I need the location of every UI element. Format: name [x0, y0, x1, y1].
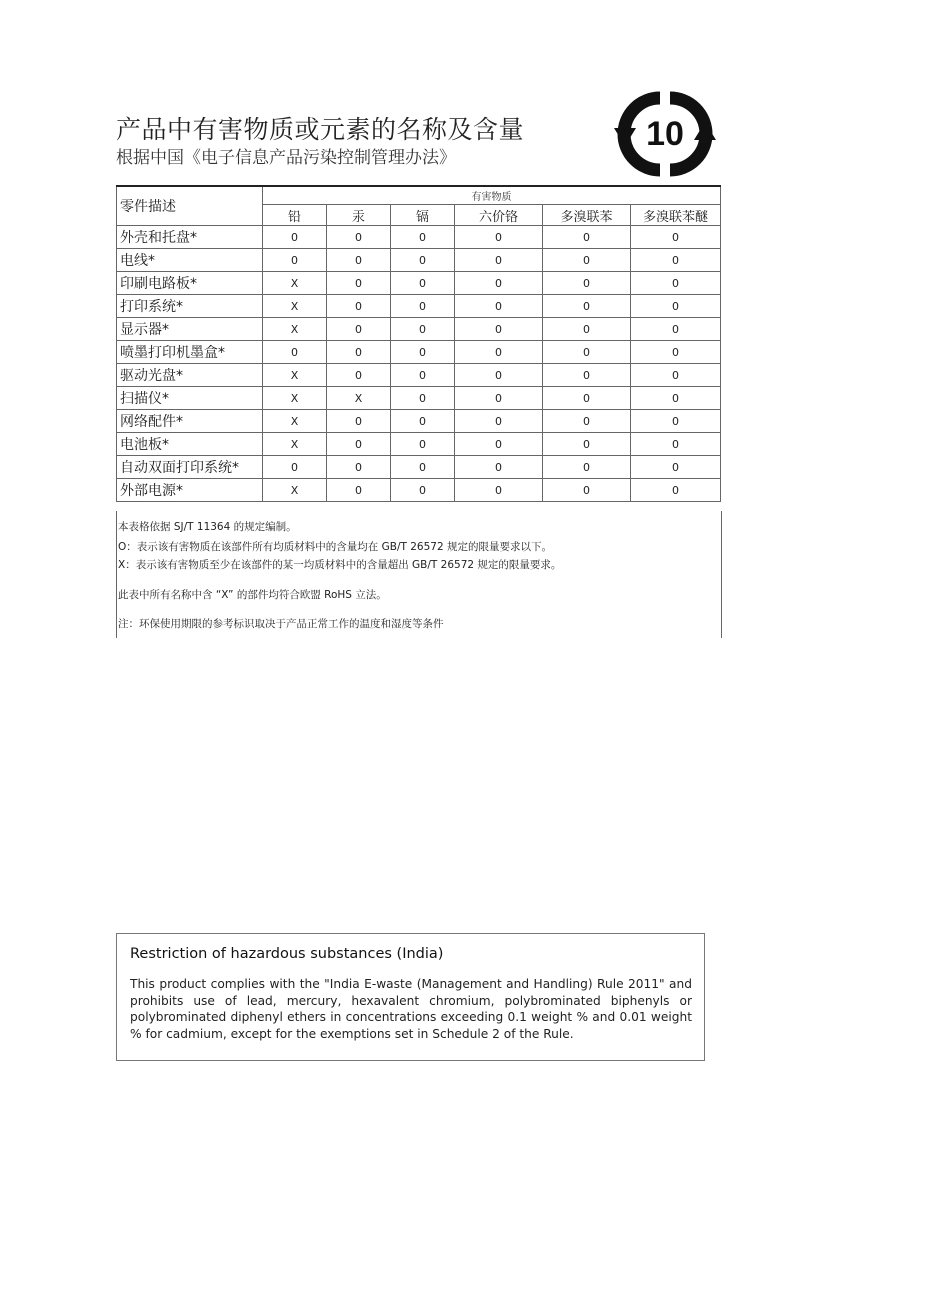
substance-header: 六价铬 [455, 205, 543, 226]
substance-header: 多溴联苯醚 [631, 205, 721, 226]
table-row [117, 341, 721, 364]
substance-value-cell: 0 [327, 226, 391, 249]
substance-value-cell: 0 [543, 410, 631, 433]
substance-value-cell: 0 [391, 318, 455, 341]
substance-value-cell: 0 [631, 341, 721, 364]
table-row [117, 295, 721, 318]
substance-value-cell: 0 [391, 226, 455, 249]
part-name-cell: 打印系统* [117, 295, 263, 318]
substance-value-cell: 0 [543, 226, 631, 249]
part-name-cell: 喷墨打印机墨盒* [117, 341, 263, 364]
substance-value-cell: 0 [455, 272, 543, 295]
note-line: X：表示该有害物质至少在该部件的某一均质材料中的含量超出 GB/T 26572 规定的限量要求。 [118, 559, 562, 571]
substance-value-cell: 0 [391, 410, 455, 433]
substance-value-cell: 0 [327, 479, 391, 502]
substance-value-cell: 0 [631, 387, 721, 410]
table-header-row [117, 186, 721, 205]
table-row [117, 318, 721, 341]
substance-value-cell: 0 [543, 295, 631, 318]
substance-value-cell: 0 [263, 249, 327, 272]
substance-value-cell: X [263, 272, 327, 295]
substance-value-cell: 0 [327, 410, 391, 433]
part-name-cell: 电池板* [117, 433, 263, 456]
substance-value-cell: 0 [543, 272, 631, 295]
part-name-cell: 显示器* [117, 318, 263, 341]
substance-value-cell: 0 [327, 249, 391, 272]
substance-value-cell: X [263, 479, 327, 502]
china-title: 产品中有害物质或元素的名称及含量 [116, 115, 525, 144]
part-name-cell: 驱动光盘* [117, 364, 263, 387]
substance-value-cell: 0 [631, 295, 721, 318]
table-row [117, 410, 721, 433]
substance-value-cell: 0 [631, 433, 721, 456]
substance-value-cell: 0 [455, 341, 543, 364]
substance-value-cell: X [263, 318, 327, 341]
substance-value-cell: 0 [327, 341, 391, 364]
substance-value-cell: 0 [327, 433, 391, 456]
substance-value-cell: 0 [543, 479, 631, 502]
substance-value-cell: 0 [391, 387, 455, 410]
substance-value-cell: 0 [391, 456, 455, 479]
substance-value-cell: X [327, 387, 391, 410]
substance-value-cell: 0 [455, 295, 543, 318]
substance-value-cell: 0 [631, 249, 721, 272]
table-row [117, 479, 721, 502]
substance-value-cell: 0 [391, 364, 455, 387]
substance-value-cell: 0 [455, 318, 543, 341]
note-line: 此表中所有名称中含 “X” 的部件均符合欧盟 RoHS 立法。 [118, 589, 387, 601]
substance-header: 多溴联苯 [543, 205, 631, 226]
part-name-cell: 自动双面打印系统* [117, 456, 263, 479]
efup-logo-number: 10 [646, 115, 684, 153]
substance-value-cell: 0 [455, 410, 543, 433]
substance-value-cell: 0 [455, 364, 543, 387]
substance-value-cell: 0 [543, 249, 631, 272]
part-name-cell: 网络配件* [117, 410, 263, 433]
table-row [117, 249, 721, 272]
india-rohs-body: This product complies with the "India E-waste (Management and Handling) Rule 2011" and prohibits use of lead, mercury, hexavalent chromium, polybrominated biphenyls or polybrominated diphenyl ethers in concentrations exceeding 0.1 weight % and 0.01 weight % for cadmium, except for the exemptions set in Schedule 2 of the Rule. [130, 977, 692, 1041]
substance-value-cell: 0 [327, 318, 391, 341]
substance-value-cell: 0 [327, 456, 391, 479]
substance-value-cell: X [263, 295, 327, 318]
substance-value-cell: 0 [543, 433, 631, 456]
substance-value-cell: 0 [263, 456, 327, 479]
substance-value-cell: 0 [327, 295, 391, 318]
table-row [117, 226, 721, 249]
substance-value-cell: 0 [543, 364, 631, 387]
substance-value-cell: 0 [263, 226, 327, 249]
substance-value-cell: 0 [455, 226, 543, 249]
substance-value-cell: 0 [391, 341, 455, 364]
substance-value-cell: 0 [455, 479, 543, 502]
substance-value-cell: 0 [455, 249, 543, 272]
substance-value-cell: X [263, 364, 327, 387]
substance-value-cell: 0 [543, 341, 631, 364]
substance-value-cell: 0 [631, 318, 721, 341]
substance-value-cell: 0 [543, 318, 631, 341]
table-row [117, 387, 721, 410]
part-name-cell: 外壳和托盘* [117, 226, 263, 249]
hazardous-substances-table [116, 185, 721, 502]
table-row [117, 456, 721, 479]
hazardous-substances-header: 有害物质 [263, 186, 721, 205]
india-rohs-box [116, 933, 705, 1061]
substance-value-cell: 0 [391, 272, 455, 295]
substance-value-cell: X [263, 433, 327, 456]
substance-value-cell: X [263, 410, 327, 433]
substance-header: 镉 [391, 205, 455, 226]
substance-value-cell: 0 [455, 456, 543, 479]
efup-10-icon [610, 88, 720, 180]
part-name-cell: 外部电源* [117, 479, 263, 502]
table-row [117, 433, 721, 456]
india-rohs-title: Restriction of hazardous substances (India) [130, 946, 444, 962]
substance-value-cell: 0 [327, 272, 391, 295]
part-name-cell: 电线* [117, 249, 263, 272]
china-subtitle: 根据中国《电子信息产品污染控制管理办法》 [116, 148, 456, 168]
substance-value-cell: 0 [455, 433, 543, 456]
substance-value-cell: 0 [631, 226, 721, 249]
note-line: 注：环保使用期限的参考标识取决于产品正常工作的温度和湿度等条件 [118, 618, 444, 630]
substance-value-cell: 0 [391, 433, 455, 456]
substance-value-cell: 0 [631, 272, 721, 295]
substance-value-cell: 0 [391, 295, 455, 318]
substance-value-cell: 0 [455, 387, 543, 410]
part-name-cell: 扫描仪* [117, 387, 263, 410]
note-line: 本表格依据 SJ/T 11364 的规定编制。 [118, 521, 297, 533]
part-name-cell: 印刷电路板* [117, 272, 263, 295]
substance-header: 汞 [327, 205, 391, 226]
substance-value-cell: 0 [327, 364, 391, 387]
substance-value-cell: 0 [391, 249, 455, 272]
substance-header: 铅 [263, 205, 327, 226]
part-description-header: 零件描述 [117, 186, 263, 226]
substance-value-cell: 0 [543, 456, 631, 479]
table-row [117, 272, 721, 295]
substance-value-cell: 0 [631, 456, 721, 479]
substance-value-cell: X [263, 387, 327, 410]
substance-value-cell: 0 [631, 479, 721, 502]
substance-value-cell: 0 [631, 364, 721, 387]
substance-value-cell: 0 [391, 479, 455, 502]
substance-value-cell: 0 [543, 387, 631, 410]
table-row [117, 364, 721, 387]
substance-value-cell: 0 [631, 410, 721, 433]
note-line: O：表示该有害物质在该部件所有均质材料中的含量均在 GB/T 26572 规定的限量要求以下。 [118, 541, 552, 553]
substance-value-cell: 0 [263, 341, 327, 364]
